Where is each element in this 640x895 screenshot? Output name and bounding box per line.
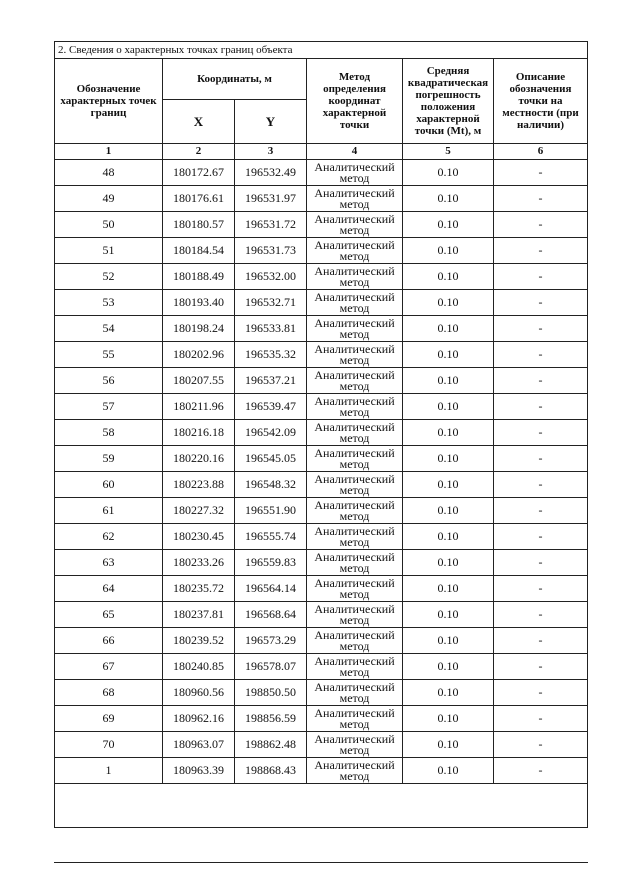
- x-coordinate-cell: 180184.54: [163, 238, 235, 264]
- description-cell: -: [494, 706, 588, 732]
- description-cell: -: [494, 368, 588, 394]
- method-line-2: метод: [339, 534, 370, 549]
- y-coordinate-cell: 198868.43: [235, 758, 307, 784]
- method-cell: [307, 628, 403, 654]
- column-number: 3: [235, 144, 307, 160]
- method-line-1: Аналитический: [314, 705, 395, 720]
- y-coordinate-cell: 196531.73: [235, 238, 307, 264]
- point-id-cell: 56: [55, 368, 163, 394]
- y-coordinate-cell: 196533.81: [235, 316, 307, 342]
- header-x: X: [163, 100, 235, 144]
- method-line-1: Аналитический: [314, 549, 395, 564]
- x-coordinate-cell: 180193.40: [163, 290, 235, 316]
- method-line-1: Аналитический: [314, 653, 395, 668]
- mt-error-cell: 0.10: [403, 602, 494, 628]
- method-line-2: метод: [339, 222, 370, 237]
- description-cell: -: [494, 212, 588, 238]
- x-coordinate-cell: 180198.24: [163, 316, 235, 342]
- y-coordinate-cell: 196537.21: [235, 368, 307, 394]
- method-line-2: метод: [339, 508, 370, 523]
- y-coordinate-cell: 196532.49: [235, 160, 307, 186]
- method-line-2: метод: [339, 326, 370, 341]
- table-row: [55, 186, 588, 212]
- method-cell: [307, 238, 403, 264]
- method-line-1: Аналитический: [314, 211, 395, 226]
- description-cell: -: [494, 160, 588, 186]
- method-line-1: Аналитический: [314, 237, 395, 252]
- section-title: 2. Сведения о характерных точках границ объекта: [55, 42, 588, 59]
- mt-error-cell: 0.10: [403, 732, 494, 758]
- x-coordinate-cell: 180239.52: [163, 628, 235, 654]
- table-row: [55, 524, 588, 550]
- x-coordinate-cell: 180211.96: [163, 394, 235, 420]
- method-line-1: Аналитический: [314, 315, 395, 330]
- y-coordinate-cell: 196531.97: [235, 186, 307, 212]
- x-coordinate-cell: 180230.45: [163, 524, 235, 550]
- mt-error-cell: 0.10: [403, 394, 494, 420]
- point-id-cell: 59: [55, 446, 163, 472]
- description-cell: -: [494, 654, 588, 680]
- method-line-2: метод: [339, 196, 370, 211]
- point-id-cell: 54: [55, 316, 163, 342]
- empty-row: [55, 784, 588, 828]
- bottom-rule: [54, 862, 588, 863]
- table-row: [55, 394, 588, 420]
- mt-error-cell: 0.10: [403, 420, 494, 446]
- method-line-2: метод: [339, 456, 370, 471]
- x-coordinate-cell: 180176.61: [163, 186, 235, 212]
- description-cell: -: [494, 524, 588, 550]
- point-id-cell: 50: [55, 212, 163, 238]
- table-row: [55, 212, 588, 238]
- y-coordinate-cell: 196535.32: [235, 342, 307, 368]
- x-coordinate-cell: 180963.07: [163, 732, 235, 758]
- point-id-cell: 61: [55, 498, 163, 524]
- method-line-2: метод: [339, 612, 370, 627]
- y-coordinate-cell: 196548.32: [235, 472, 307, 498]
- table-row: [55, 160, 588, 186]
- method-line-2: метод: [339, 170, 370, 185]
- x-coordinate-cell: 180172.67: [163, 160, 235, 186]
- header-error: Средняя квадратическая погрешность положения характерной точки (Mt), м: [403, 59, 494, 144]
- description-cell: -: [494, 498, 588, 524]
- point-id-cell: 64: [55, 576, 163, 602]
- x-coordinate-cell: 180227.32: [163, 498, 235, 524]
- mt-error-cell: 0.10: [403, 264, 494, 290]
- method-cell: [307, 550, 403, 576]
- point-id-cell: 49: [55, 186, 163, 212]
- x-coordinate-cell: 180207.55: [163, 368, 235, 394]
- method-line-2: метод: [339, 638, 370, 653]
- mt-error-cell: 0.10: [403, 186, 494, 212]
- method-cell: [307, 654, 403, 680]
- x-coordinate-cell: 180233.26: [163, 550, 235, 576]
- point-id-cell: 48: [55, 160, 163, 186]
- method-line-1: Аналитический: [314, 575, 395, 590]
- y-coordinate-cell: 196539.47: [235, 394, 307, 420]
- description-cell: -: [494, 550, 588, 576]
- header-description: Описание обозначения точки на местности (при наличии): [494, 59, 588, 144]
- x-coordinate-cell: 180963.39: [163, 758, 235, 784]
- point-id-cell: 57: [55, 394, 163, 420]
- method-line-1: Аналитический: [314, 289, 395, 304]
- method-line-2: метод: [339, 664, 370, 679]
- y-coordinate-cell: 196551.90: [235, 498, 307, 524]
- description-cell: -: [494, 602, 588, 628]
- y-coordinate-cell: 196573.29: [235, 628, 307, 654]
- mt-error-cell: 0.10: [403, 238, 494, 264]
- table-row: [55, 758, 588, 784]
- x-coordinate-cell: 180188.49: [163, 264, 235, 290]
- method-line-1: Аналитический: [314, 393, 395, 408]
- column-number: 5: [403, 144, 494, 160]
- method-line-1: Аналитический: [314, 159, 395, 174]
- method-line-2: метод: [339, 248, 370, 263]
- method-cell: [307, 160, 403, 186]
- method-line-1: Аналитический: [314, 263, 395, 278]
- method-line-2: метод: [339, 274, 370, 289]
- mt-error-cell: 0.10: [403, 446, 494, 472]
- method-cell: [307, 498, 403, 524]
- table-row: [55, 654, 588, 680]
- point-id-cell: 52: [55, 264, 163, 290]
- table-row: [55, 368, 588, 394]
- point-id-cell: 62: [55, 524, 163, 550]
- method-cell: [307, 732, 403, 758]
- method-line-2: метод: [339, 404, 370, 419]
- mt-error-cell: 0.10: [403, 316, 494, 342]
- y-coordinate-cell: 196532.71: [235, 290, 307, 316]
- mt-error-cell: 0.10: [403, 290, 494, 316]
- method-cell: [307, 706, 403, 732]
- table-body: [55, 160, 588, 828]
- table-row: [55, 420, 588, 446]
- description-cell: -: [494, 576, 588, 602]
- method-line-1: Аналитический: [314, 185, 395, 200]
- table-row: [55, 316, 588, 342]
- method-line-2: метод: [339, 430, 370, 445]
- y-coordinate-cell: 196531.72: [235, 212, 307, 238]
- header-method: Метод определения координат характерной точки: [307, 59, 403, 144]
- point-id-cell: 55: [55, 342, 163, 368]
- table-row: [55, 706, 588, 732]
- method-cell: [307, 394, 403, 420]
- mt-error-cell: 0.10: [403, 160, 494, 186]
- method-cell: [307, 680, 403, 706]
- method-cell: [307, 446, 403, 472]
- method-cell: [307, 472, 403, 498]
- point-id-cell: 58: [55, 420, 163, 446]
- y-coordinate-cell: 196542.09: [235, 420, 307, 446]
- table-row: [55, 732, 588, 758]
- y-coordinate-cell: 198850.50: [235, 680, 307, 706]
- point-id-cell: 66: [55, 628, 163, 654]
- point-id-cell: 63: [55, 550, 163, 576]
- header-y: Y: [235, 100, 307, 144]
- table-row: [55, 576, 588, 602]
- method-cell: [307, 212, 403, 238]
- x-coordinate-cell: 180237.81: [163, 602, 235, 628]
- method-cell: [307, 524, 403, 550]
- mt-error-cell: 0.10: [403, 680, 494, 706]
- table-row: [55, 680, 588, 706]
- method-line-2: метод: [339, 586, 370, 601]
- y-coordinate-cell: 196564.14: [235, 576, 307, 602]
- method-line-2: метод: [339, 768, 370, 783]
- method-line-1: Аналитический: [314, 341, 395, 356]
- table-row: [55, 238, 588, 264]
- method-cell: [307, 342, 403, 368]
- method-line-2: метод: [339, 742, 370, 757]
- description-cell: -: [494, 316, 588, 342]
- table-row: [55, 550, 588, 576]
- mt-error-cell: 0.10: [403, 498, 494, 524]
- x-coordinate-cell: 180240.85: [163, 654, 235, 680]
- column-number: 1: [55, 144, 163, 160]
- description-cell: -: [494, 342, 588, 368]
- table-row: [55, 628, 588, 654]
- point-id-cell: 68: [55, 680, 163, 706]
- mt-error-cell: 0.10: [403, 342, 494, 368]
- table-row: [55, 602, 588, 628]
- method-line-2: метод: [339, 352, 370, 367]
- mt-error-cell: 0.10: [403, 758, 494, 784]
- method-line-2: метод: [339, 482, 370, 497]
- y-coordinate-cell: 196532.00: [235, 264, 307, 290]
- method-cell: [307, 316, 403, 342]
- description-cell: -: [494, 186, 588, 212]
- mt-error-cell: 0.10: [403, 654, 494, 680]
- description-cell: -: [494, 628, 588, 654]
- y-coordinate-cell: 196568.64: [235, 602, 307, 628]
- method-cell: [307, 602, 403, 628]
- point-id-cell: 51: [55, 238, 163, 264]
- method-cell: [307, 420, 403, 446]
- description-cell: -: [494, 472, 588, 498]
- method-cell: [307, 368, 403, 394]
- description-cell: -: [494, 394, 588, 420]
- empty-cell: [55, 784, 588, 828]
- method-line-2: метод: [339, 560, 370, 575]
- y-coordinate-cell: 196578.07: [235, 654, 307, 680]
- method-line-1: Аналитический: [314, 471, 395, 486]
- mt-error-cell: 0.10: [403, 472, 494, 498]
- method-line-1: Аналитический: [314, 627, 395, 642]
- method-line-2: метод: [339, 716, 370, 731]
- method-line-1: Аналитический: [314, 445, 395, 460]
- method-cell: [307, 576, 403, 602]
- method-cell: [307, 758, 403, 784]
- method-line-1: Аналитический: [314, 419, 395, 434]
- table-row: [55, 264, 588, 290]
- description-cell: -: [494, 446, 588, 472]
- table-row: [55, 446, 588, 472]
- y-coordinate-cell: 198856.59: [235, 706, 307, 732]
- x-coordinate-cell: 180235.72: [163, 576, 235, 602]
- x-coordinate-cell: 180202.96: [163, 342, 235, 368]
- description-cell: -: [494, 420, 588, 446]
- point-id-cell: 53: [55, 290, 163, 316]
- y-coordinate-cell: 198862.48: [235, 732, 307, 758]
- point-id-cell: 70: [55, 732, 163, 758]
- boundary-points-table: [54, 41, 588, 828]
- description-cell: -: [494, 264, 588, 290]
- mt-error-cell: 0.10: [403, 550, 494, 576]
- column-number: 6: [494, 144, 588, 160]
- method-line-1: Аналитический: [314, 601, 395, 616]
- x-coordinate-cell: 180960.56: [163, 680, 235, 706]
- y-coordinate-cell: 196559.83: [235, 550, 307, 576]
- method-line-1: Аналитический: [314, 367, 395, 382]
- column-number: 2: [163, 144, 235, 160]
- table-row: [55, 472, 588, 498]
- table-row: [55, 498, 588, 524]
- mt-error-cell: 0.10: [403, 524, 494, 550]
- point-id-cell: 60: [55, 472, 163, 498]
- method-cell: [307, 290, 403, 316]
- description-cell: -: [494, 732, 588, 758]
- y-coordinate-cell: 196545.05: [235, 446, 307, 472]
- method-line-2: метод: [339, 378, 370, 393]
- method-line-2: метод: [339, 690, 370, 705]
- mt-error-cell: 0.10: [403, 576, 494, 602]
- method-line-1: Аналитический: [314, 497, 395, 512]
- method-line-1: Аналитический: [314, 679, 395, 694]
- table-row: [55, 342, 588, 368]
- x-coordinate-cell: 180962.16: [163, 706, 235, 732]
- description-cell: -: [494, 758, 588, 784]
- method-cell: [307, 186, 403, 212]
- method-line-1: Аналитический: [314, 757, 395, 772]
- method-line-2: метод: [339, 300, 370, 315]
- y-coordinate-cell: 196555.74: [235, 524, 307, 550]
- description-cell: -: [494, 238, 588, 264]
- mt-error-cell: 0.10: [403, 368, 494, 394]
- point-id-cell: 67: [55, 654, 163, 680]
- point-id-cell: 65: [55, 602, 163, 628]
- mt-error-cell: 0.10: [403, 212, 494, 238]
- column-number: 4: [307, 144, 403, 160]
- method-line-1: Аналитический: [314, 523, 395, 538]
- header-designation: Обозначение характерных точек границ: [55, 59, 163, 144]
- method-line-1: Аналитический: [314, 731, 395, 746]
- x-coordinate-cell: 180220.16: [163, 446, 235, 472]
- mt-error-cell: 0.10: [403, 628, 494, 654]
- method-cell: [307, 264, 403, 290]
- mt-error-cell: 0.10: [403, 706, 494, 732]
- x-coordinate-cell: 180223.88: [163, 472, 235, 498]
- description-cell: -: [494, 680, 588, 706]
- header-coordinates: Координаты, м: [163, 59, 307, 100]
- description-cell: -: [494, 290, 588, 316]
- table-row: [55, 290, 588, 316]
- x-coordinate-cell: 180180.57: [163, 212, 235, 238]
- x-coordinate-cell: 180216.18: [163, 420, 235, 446]
- point-id-cell: 1: [55, 758, 163, 784]
- point-id-cell: 69: [55, 706, 163, 732]
